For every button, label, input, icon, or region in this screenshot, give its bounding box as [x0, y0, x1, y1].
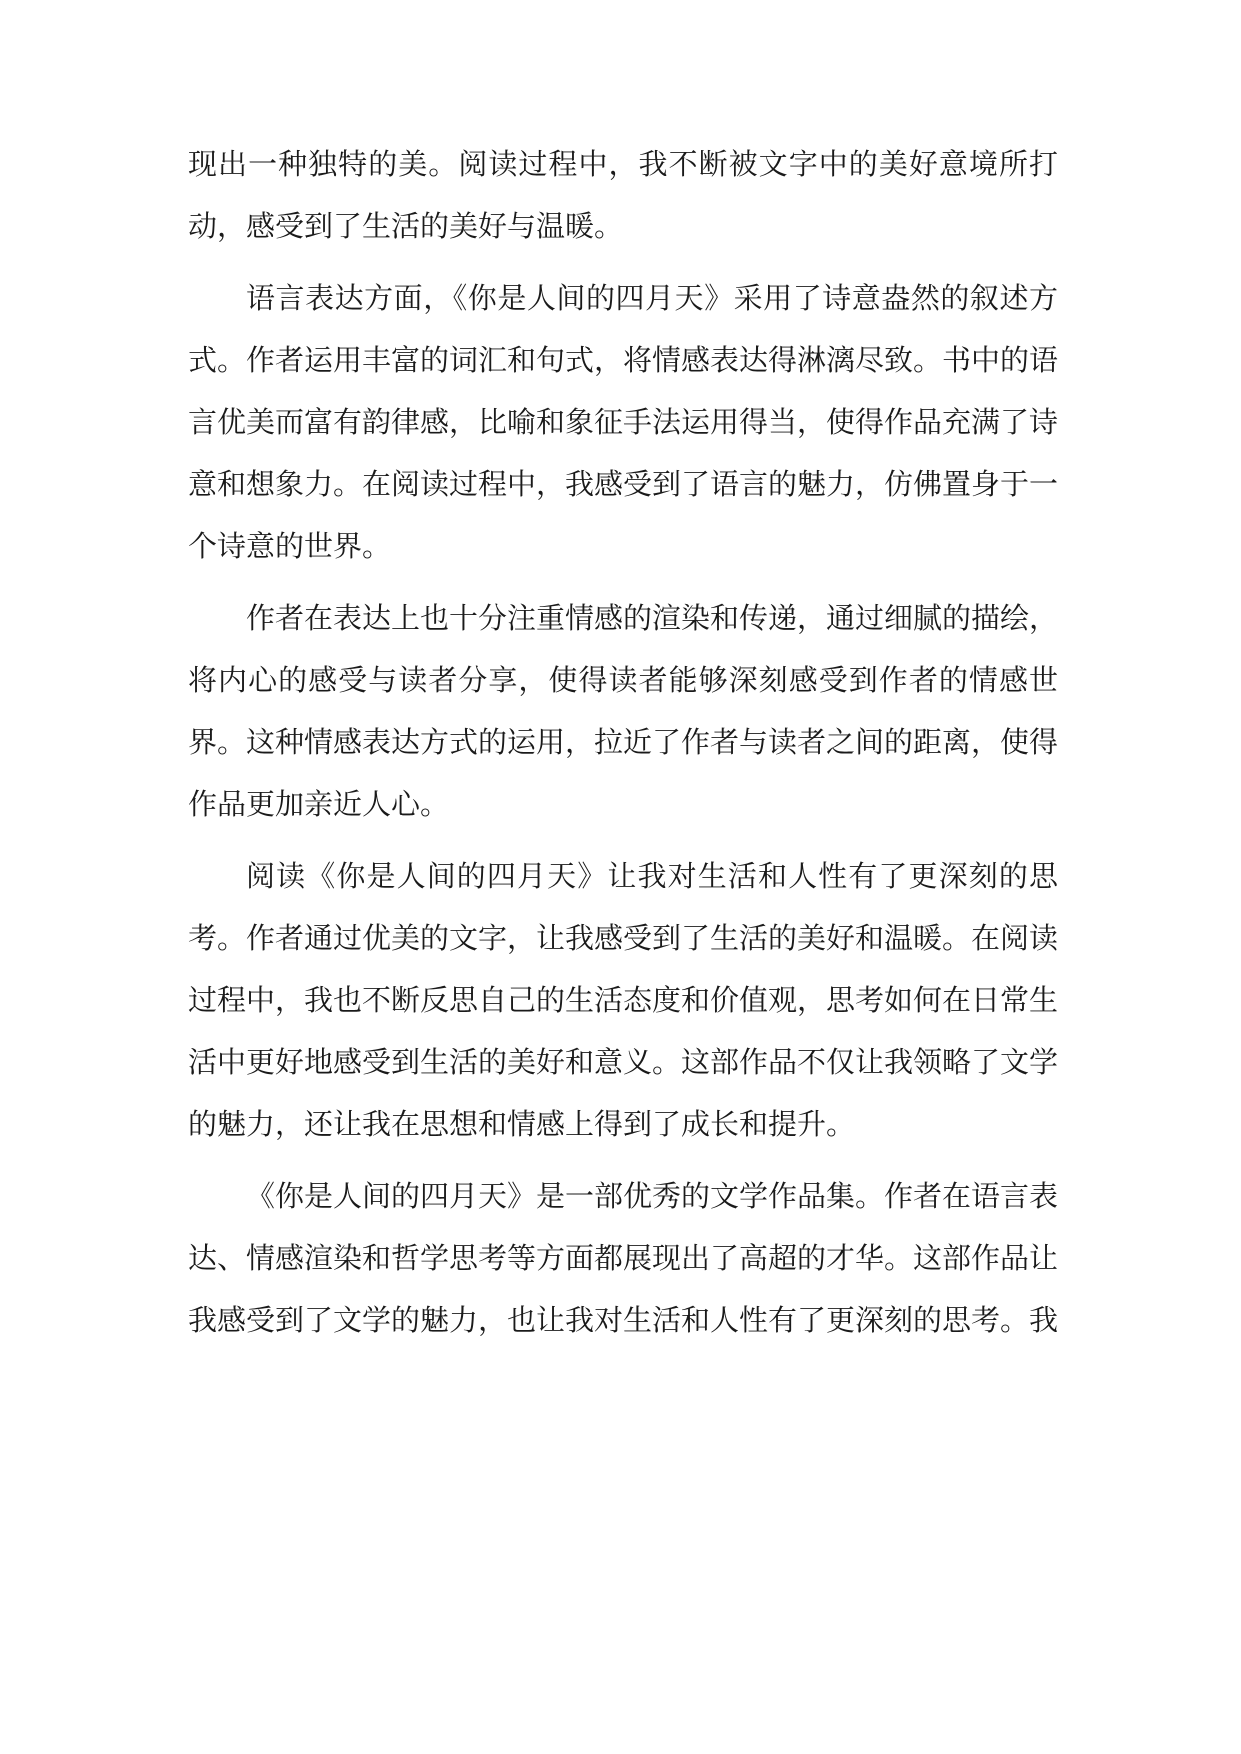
- paragraph-5: 《你是人间的四月天》是一部优秀的文学作品集。作者在语言表达、情感渲染和哲学思考等方面都展现出了高超的才华。这部作品让我感受到了文学的魅力，也让我对生活和人性有了更深刻的思考。我: [188, 1179, 1059, 1337]
- paragraph-4: 阅读《你是人间的四月天》让我对生活和人性有了更深刻的思考。作者通过优美的文字，让我感受到了生活的美好和温暖。在阅读过程中，我也不断反思自己的生活态度和价值观，思考如何在日常生活中更好地感受到生活的美好和意义。这部作品不仅让我领略了文学的魅力，还让我在思想和情感上得到了成长和提升。: [188, 859, 1059, 1141]
- paragraph-1: 现出一种独特的美。阅读过程中，我不断被文字中的美好意境所打动，感受到了生活的美好与温暖。: [188, 147, 1058, 243]
- paragraph-2: 语言表达方面，《你是人间的四月天》采用了诗意盎然的叙述方式。作者运用丰富的词汇和句式，将情感表达得淋漓尽致。书中的语言优美而富有韵律感，比喻和象征手法运用得当，使得作品充满了诗意和想象力。在阅读过程中，我感受到了语言的魅力，仿佛置身于一个诗意的世界。: [188, 281, 1059, 563]
- paragraph-3: 作者在表达上也十分注重情感的渲染和传递，通过细腻的描绘，将内心的感受与读者分享，使得读者能够深刻感受到作者的情感世界。这种情感表达方式的运用，拉近了作者与读者之间的距离，使得作品更加亲近人心。: [188, 601, 1059, 821]
- document-body: [188, 133, 1058, 1361]
